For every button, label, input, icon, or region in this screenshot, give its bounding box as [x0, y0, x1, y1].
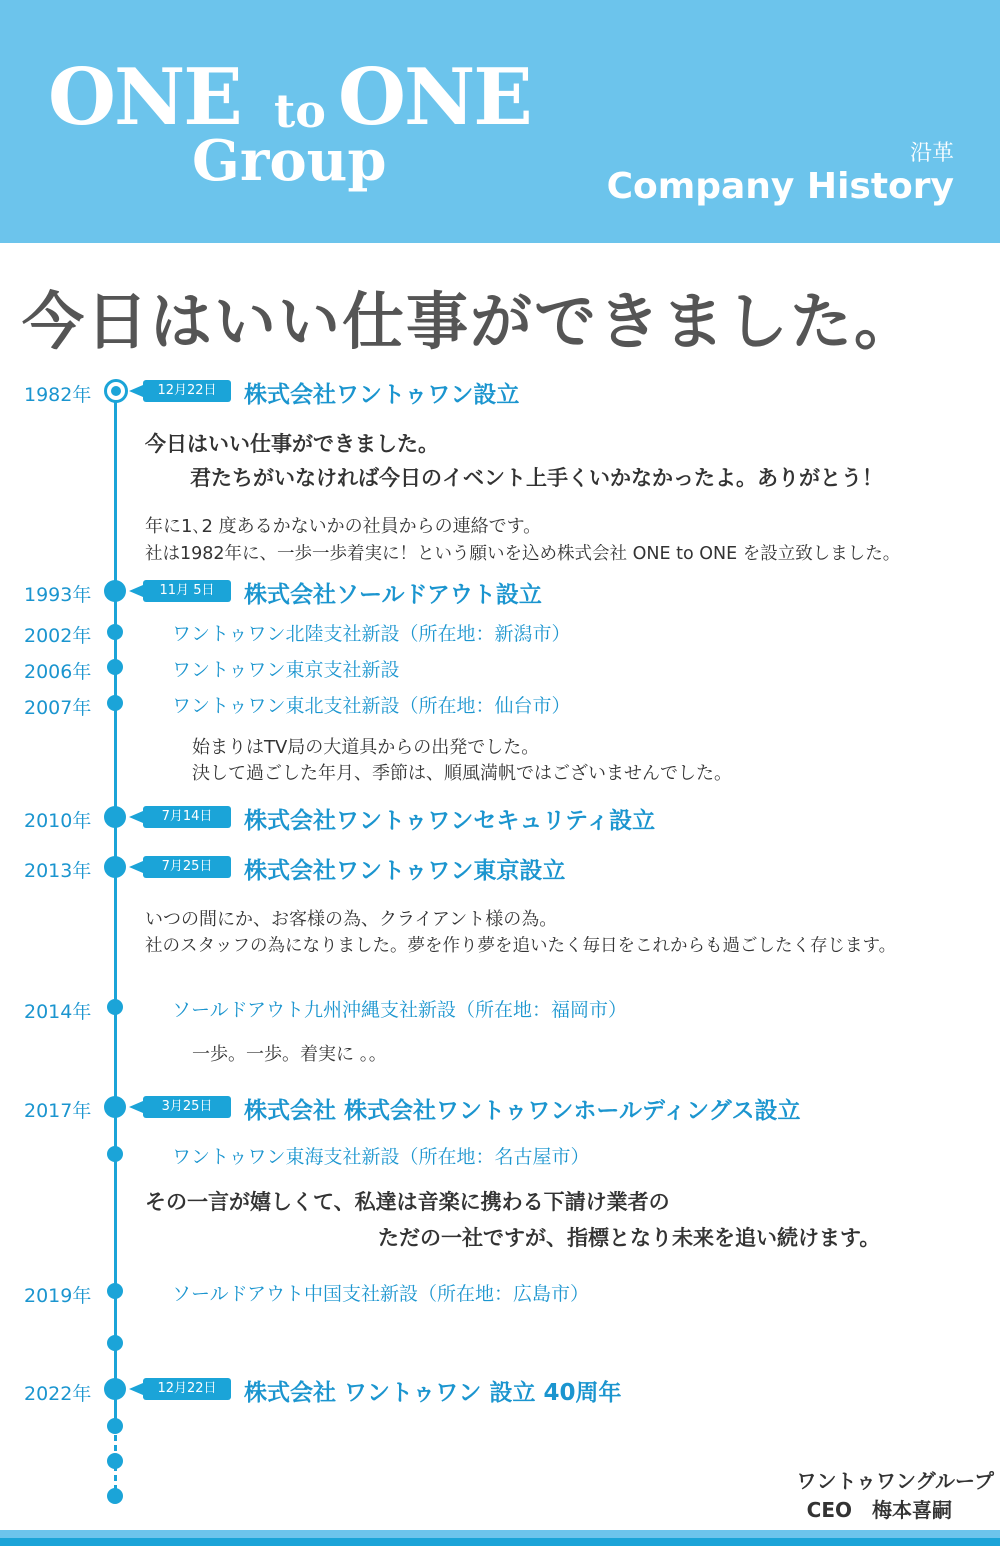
date-badge: 12月22日	[143, 380, 231, 402]
event-title: 株式会社 株式会社ワントゥワンホールディングス設立	[244, 1098, 801, 1124]
signature-ceo: CEO 梅本喜嗣	[806, 1498, 952, 1522]
timeline-dot	[107, 624, 123, 640]
date-badge: 7月25日	[143, 856, 231, 878]
year-label: 2006年	[24, 661, 92, 683]
timeline-dot	[107, 999, 123, 1015]
headline: 今日はいい仕事ができました。	[22, 285, 919, 358]
quote-line: ただの一社ですが、指標となり未来を追い続けます。	[378, 1226, 881, 1250]
year-label: 2019年	[24, 1285, 92, 1307]
signature-group: ワントゥワングループ	[796, 1469, 994, 1493]
event-subtitle: ソールドアウト九州沖縄支社新設（所在地：福岡市）	[172, 999, 628, 1021]
note-line: 年に1､2 度あるかないかの社員からの連絡です。	[145, 516, 542, 537]
note-line: 始まりはTV局の大道具からの出発でした。	[192, 737, 540, 758]
event-title: 株式会社ワントゥワン設立	[244, 382, 520, 408]
event-title: 株式会社ワントゥワン東京設立	[244, 858, 566, 884]
note-line: 社のスタッフの為になりました。夢を作り夢を追いたく毎日をこれからも過ごしたく存じます。	[145, 936, 897, 956]
note-line: いつの間にか、お客様の為、クライアント様の為。	[145, 909, 558, 930]
note-line: 一歩。一歩。着実に 。。	[192, 1044, 387, 1065]
year-label: 2007年	[24, 697, 92, 719]
timeline-dot	[107, 1453, 123, 1469]
date-badge: 7月14日	[143, 806, 231, 828]
date-badge: 3月25日	[143, 1096, 231, 1118]
timeline-start-marker	[104, 379, 128, 403]
history-title-jp: 沿革	[909, 141, 954, 166]
timeline-dot	[107, 1418, 123, 1434]
note-line: 社は1982年に、一歩一歩着実に！という願いを込め株式会社 ONE to ONE を設立致しました。	[145, 544, 901, 564]
timeline-dot	[107, 1488, 123, 1504]
year-label: 2014年	[24, 1001, 92, 1023]
timeline-dot	[104, 580, 126, 602]
event-subtitle: ソールドアウト中国支社新設（所在地：広島市）	[172, 1283, 590, 1305]
logo-one-right: ONE	[338, 52, 531, 143]
event-subtitle: ワントゥワン東北支社新設（所在地：仙台市）	[172, 695, 571, 717]
date-badge: 11月 5日	[143, 580, 231, 602]
year-label: 2017年	[24, 1100, 92, 1122]
timeline-dot	[107, 1335, 123, 1351]
header-banner	[0, 0, 1000, 243]
quote-line: 君たちがいなければ今日のイベント上手くいかなかったよ。ありがとう！	[190, 466, 883, 490]
event-subtitle: ワントゥワン北陸支社新設（所在地：新潟市）	[172, 623, 571, 645]
timeline-dot	[107, 659, 123, 675]
event-title: 株式会社ソールドアウト設立	[244, 582, 542, 608]
year-label: 2022年	[24, 1383, 92, 1405]
year-label: 2013年	[24, 860, 92, 882]
event-subtitle: ワントゥワン東海支社新設（所在地：名古屋市）	[172, 1146, 590, 1168]
event-title: 株式会社 ワントゥワン 設立 40周年	[244, 1380, 622, 1406]
quote-line: その一言が嬉しくて、私達は音楽に携わる下請け業者の	[145, 1190, 670, 1214]
timeline-dot	[104, 1096, 126, 1118]
note-line: 決して過ごした年月、季節は、順風満帆ではございませんでした。	[192, 763, 732, 784]
year-label: 1982年	[24, 384, 92, 406]
event-subtitle: ワントゥワン東京支社新設	[172, 659, 400, 681]
timeline-line	[114, 390, 117, 1425]
footer-bar	[0, 1530, 1000, 1546]
timeline-dot	[104, 856, 126, 878]
timeline-dot	[104, 1378, 126, 1400]
timeline-dot	[107, 695, 123, 711]
quote-line: 今日はいい仕事ができました。	[145, 432, 439, 456]
logo-group: Group	[192, 128, 387, 194]
event-title: 株式会社ワントゥワンセキュリティ設立	[244, 808, 656, 834]
logo-to: to	[274, 84, 326, 138]
logo-one-left: ONE	[48, 52, 241, 143]
date-badge: 12月22日	[143, 1378, 231, 1400]
timeline-dot	[104, 806, 126, 828]
year-label: 2010年	[24, 810, 92, 832]
year-label: 1993年	[24, 584, 92, 606]
year-label: 2002年	[24, 625, 92, 647]
history-title-en: Company History	[606, 166, 954, 207]
timeline-dot	[107, 1146, 123, 1162]
timeline-dot	[107, 1283, 123, 1299]
